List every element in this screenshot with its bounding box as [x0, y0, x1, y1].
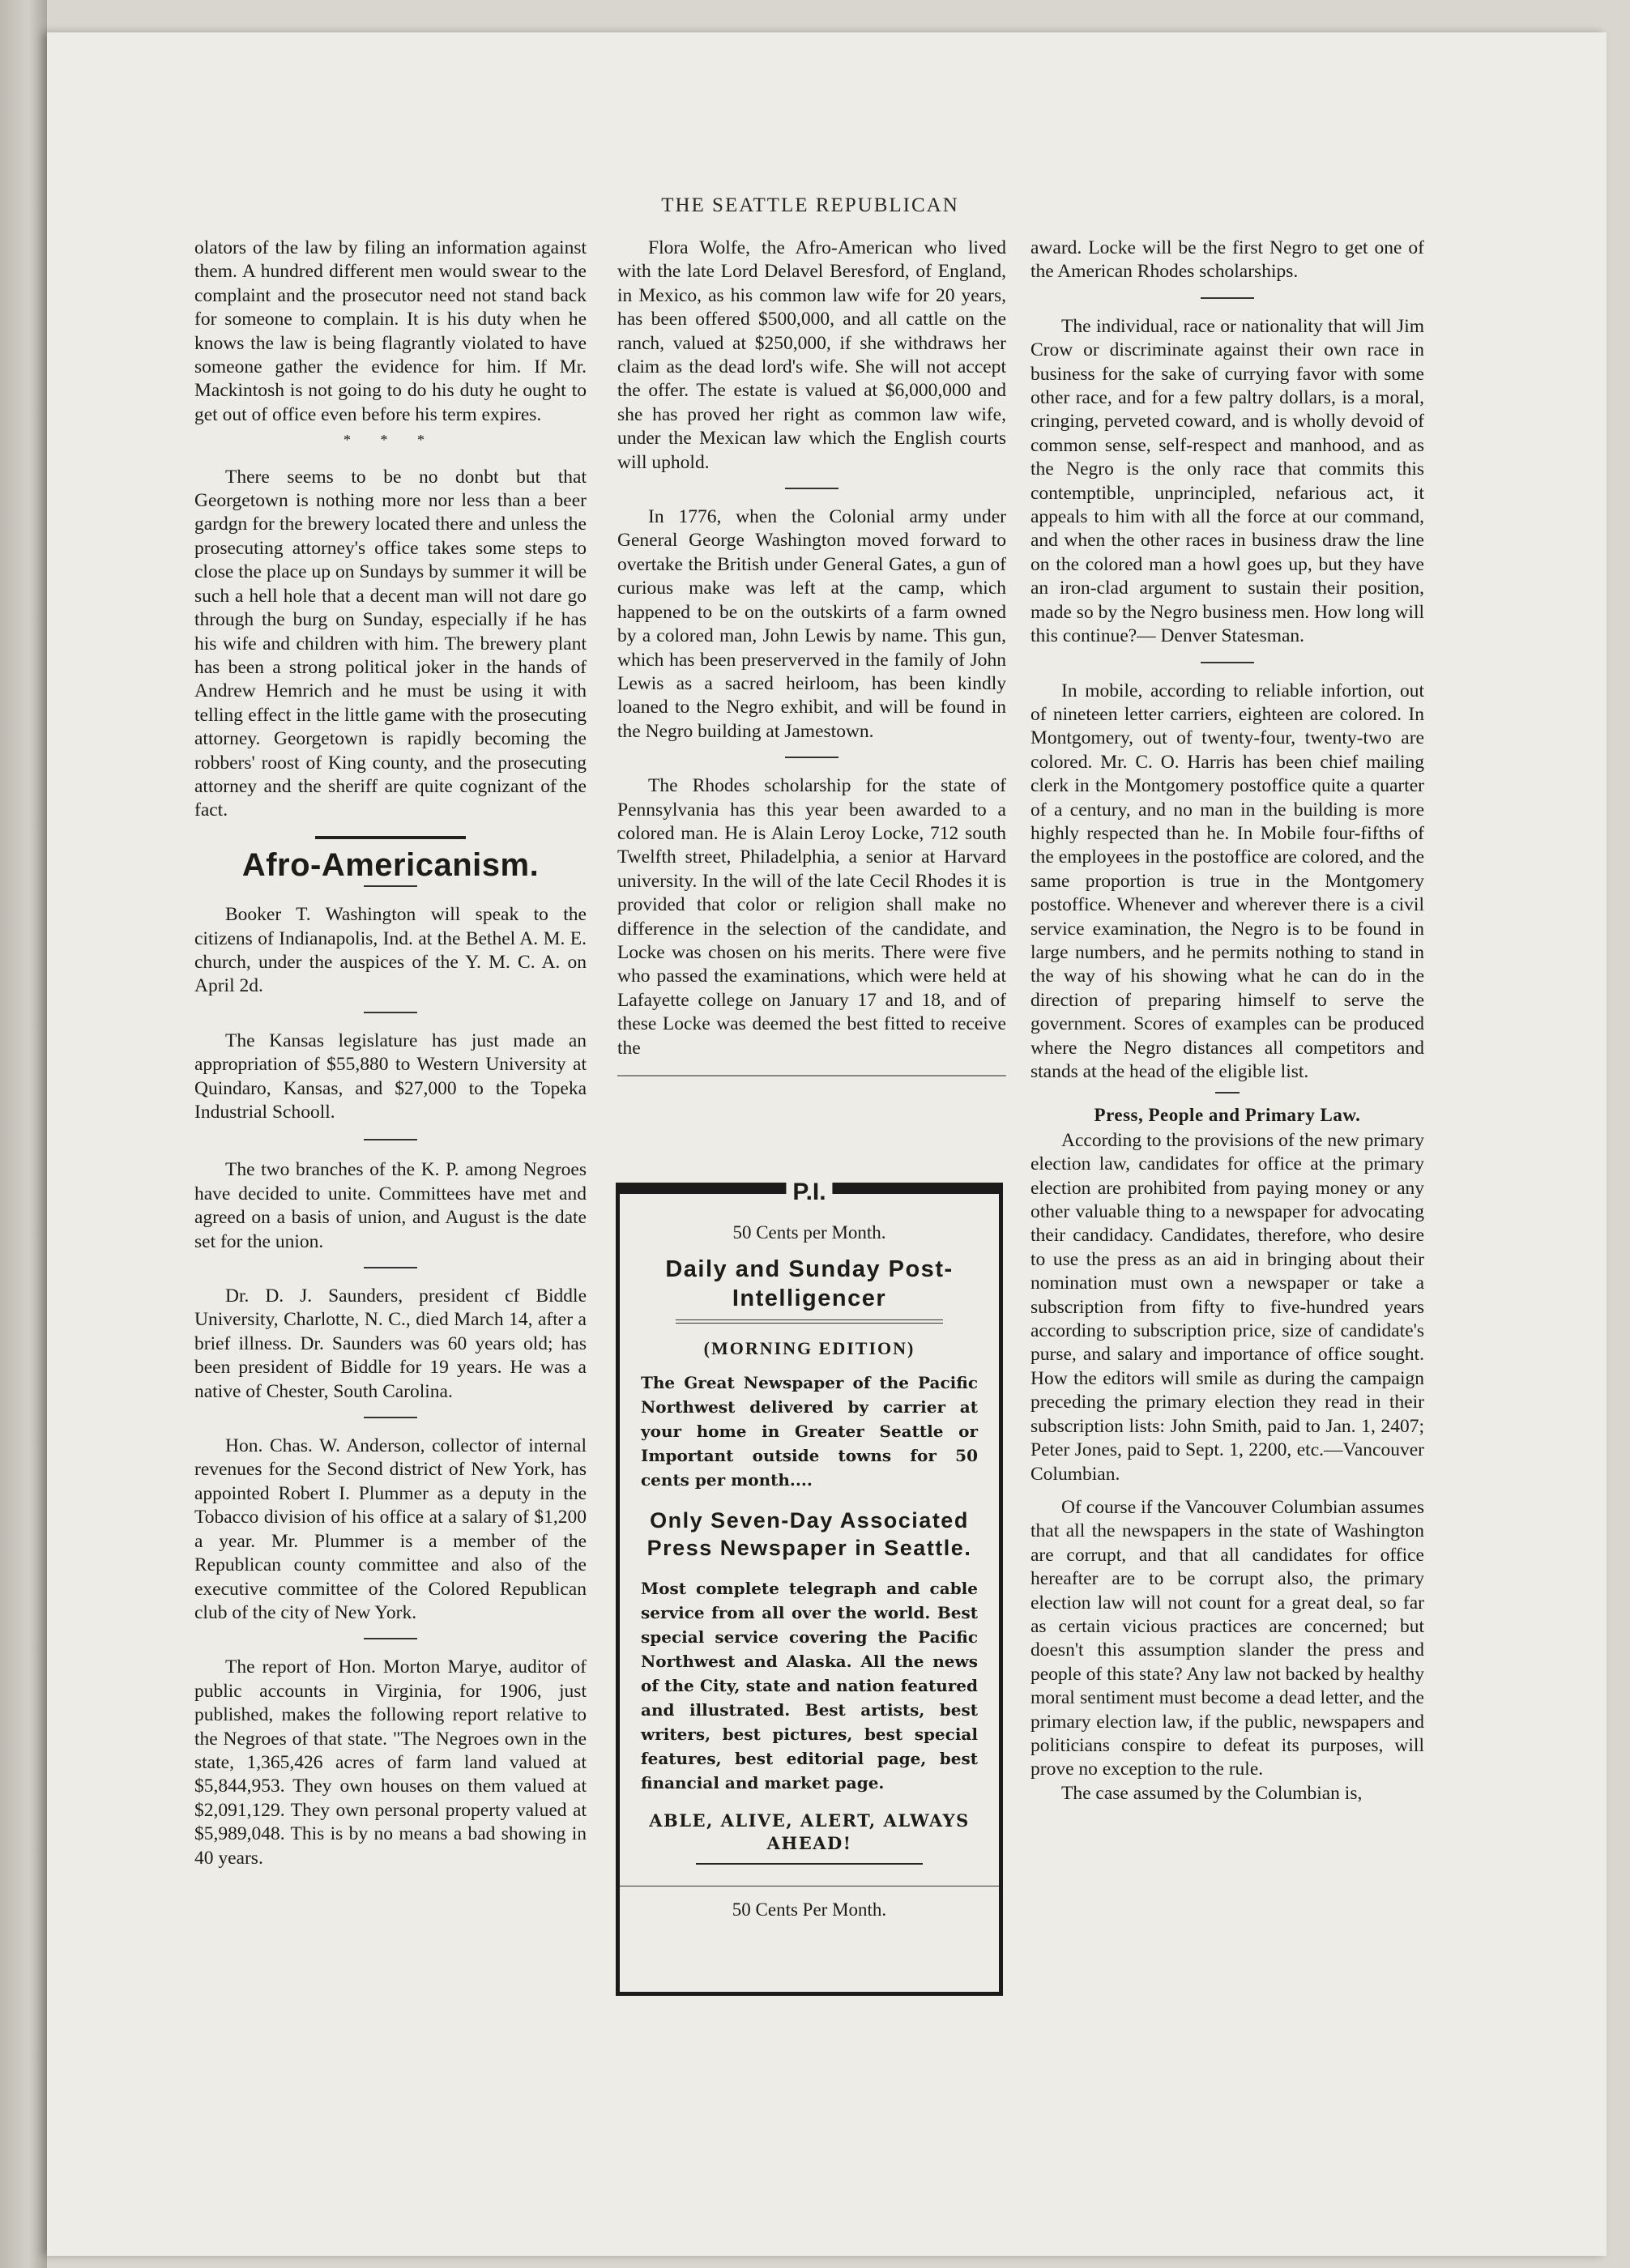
section-rule	[315, 836, 466, 839]
ad-double-rule	[676, 1319, 943, 1324]
separator	[1215, 1092, 1240, 1094]
ad-slogan: ABLE, ALIVE, ALERT, ALWAYS AHEAD!	[649, 1810, 970, 1853]
separator	[364, 1012, 417, 1013]
ad-badge: P.I.	[786, 1180, 832, 1204]
news-item: award. Locke will be the first Negro to get one of the American Rhodes scholarships.	[1030, 237, 1424, 283]
ad-body-text: Most complete telegraph and cable service from all over the world. Best special service covering the Pacific Northwest and Alaska. All the news of the City, state and nation featured and illustrated. Best artists, best writers, best pictures, best special features, best editorial page, best financial and market page.	[641, 1579, 978, 1793]
news-item: Booker T. Washington will speak to the citizens of Indianapolis, Ind. at the Bethel A. M. E. church, under the auspices of the Y. M. C. A. on April 2d.	[194, 904, 587, 997]
news-item: The individual, race or nationality that will Jim Crow or discriminate against their own race in business for the sake of currying favor with some other race, and for a few paltry dollars, is a moral, cringing, perveted coward, and is wholly devoid of common sense, self-respect and manhood, and as the Negro is the only race that commits this contemptible, unprincipled, nefarious act, it appeals to him with all the force at our command, and when the other races in business draw the line on the colored man a howl goes up, but they have an iron-clad argument to sustain their position, made so by the Negro business men. How long will this continue?— Denver Statesman.	[1030, 315, 1424, 647]
ad-price-bottom: 50 Cents Per Month.	[732, 1899, 887, 1920]
separator	[1201, 297, 1254, 299]
article-text: There seems to be no donbt but that Georgetown is nothing more nor less than a beer gardgn for the brewery located there and unless the prosecuting attorney's office takes some steps to close the place up on Sundays by summer it will be such a hell hole that a decent man will not dare go through the burg on Sunday, especially if he has his wife and children with him. The brewery plant has been a strong political joker in the hands of Andrew Hemrich and he must be using it with telling effect in the little game with the prosecuting attorney. Georgetown is rapidly becoming the robbers' roost of King county, and the prosecuting attorney and the sheriff are quite cognizant of the fact.	[194, 466, 587, 821]
ad-headline: Only Seven-Day Associated Press Newspaper in Seattle.	[646, 1508, 972, 1560]
news-item: In 1776, when the Colonial army under General George Washington moved forward to overtake the British under General Gates, a gun of curious make was left at the camp, which happened to be on the outskirts of a farm owned by a colored man, John Lewis by name. This gun, which has been preserverved in the family of John Lewis as a sacred heirloom, has been kindly loaned to the Negro exhibit, and will be found in the Negro building at Jamestown.	[617, 506, 1006, 742]
column-2	[617, 237, 1006, 1076]
news-item: The two branches of the K. P. among Negroes have decided to unite. Committees have met and agreed on a basis of union, and August is the date set for the union.	[194, 1159, 587, 1252]
ad-slogan-rule	[696, 1863, 923, 1865]
ad-body-text: The Great Newspaper of the Pacific Northwest delivered by carrier at your home in Greater Seattle or Important outside towns for 50 cents per month....	[641, 1373, 978, 1490]
section-title: Afro-Americanism.	[241, 846, 540, 883]
article-text: The case assumed by the Columbian is,	[1061, 1782, 1363, 1804]
news-item: The report of Hon. Morton Marye, auditor of public accounts in Virginia, for 1906, just published, makes the following report relative to the Negroes of that state. "The Negroes own in the state, 1,365,426 acres of farm land valued at $5,844,953. They own houses on them valued at $2,091,129. They own personal property valued at $5,989,048. This is by no means a bad showing in 40 years.	[194, 1656, 587, 1869]
pi-advertisement	[616, 1179, 1003, 1996]
news-item: The Kansas legislature has just made an appropriation of $55,880 to Western University at Quindaro, Kansas, and $27,000 to the Topeka Industrial Schooll.	[194, 1030, 587, 1123]
news-item: Hon. Chas. W. Anderson, collector of internal revenues for the Second district of New York, has appointed Robert I. Plummer as a deputy in the Tobacco division of his office at a salary of $1,200 a year. Mr. Plummer is a member of the Republican county committee and also of the executive committee of the Colored Republican club of the city of New York.	[194, 1435, 587, 1623]
news-item: Flora Wolfe, the Afro-American who lived with the late Lord Delavel Beresford, of England, in Mexico, as his common law wife for 20 years, has been offered $500,000, and all cattle on the ranch, valued at $250,000, if she withdraws her claim as the dead lord's wife. She will not accept the offer. The estate is valued at $6,000,000 and she has proved her right as common law wife, under the Mexican law which the English courts will uphold.	[617, 237, 1006, 473]
book-spine	[0, 0, 47, 2268]
separator	[1201, 662, 1254, 663]
article-text: olators of the law by filing an information against them. A hundred different men would swear to the complaint and the prosecutor need not stand back for someone to complain. It is his duty when he knows the law is being flagrantly violated to have someone gather the evidence for him. If Mr. Mackintosh is not going to do his duty he ought to get out of office even before his term expires.	[194, 237, 587, 425]
masthead: THE SEATTLE REPUBLICAN	[661, 194, 959, 216]
separator	[785, 757, 838, 758]
separator	[364, 1267, 417, 1268]
article-text: According to the provisions of the new primary election law, candidates for office at the primary election are prohibited from paying money or any other valuable thing to a newspaper for advocating their candidacy. Candidates, therefore, who desire to use the press as an aid in bringing about their nomination must own a newspaper or take a subscription from fifty to five-hundred years according to subscription price, size of candidate's purse, and salary and importance of office sought. How the editors will smile as during the campaign preceding the primary election they read in their subscription lists: John Smith, paid to Jan. 1, 2407; Peter Jones, paid to Sept. 1, 2200, etc.—Vancouver Columbian.	[1030, 1129, 1424, 1485]
separator	[364, 1139, 417, 1140]
ad-edition: (MORNING EDITION)	[703, 1338, 915, 1358]
article-text: Of course if the Vancouver Columbian assumes that all the newspapers in the state of Washington are corrupt, and that all candidates for office hereafter are to be corrupt also, the primary election law will not count for a great deal, so far as certain vicious practices are concerned; but doesn't this assumption slander the press and people of this state? Any law not backed by healthy moral sentiment must become a dead letter, and the primary election law, if the public, newspapers and politicians conspire to defeat its purposes, will prove no exception to the rule.	[1030, 1496, 1424, 1780]
section-stars: * * *	[343, 432, 437, 449]
column-3	[1030, 237, 1424, 1805]
separator	[785, 488, 838, 489]
news-item: In mobile, according to reliable infortion, out of nineteen letter carriers, eighteen are colored. In Montgomery, out of twenty-four, twenty-two are colored. Mr. C. O. Harris has been chief mailing clerk in the Montgomery postoffice quite a quarter of a century, and no man in the building is more highly respected than he. In Mobile four-fifths of the employees in the postoffice are colored, and the same proportion is true in the Montgomery postoffice. Whenever and wherever there is a civil service examination, the Negro is to be found in large numbers, and he permits nothing to stand in the way of his showing what he can do in the direction of preparing himself to serve the government. Scores of examples can be produced where the Negro distances all competitors and stands at the head of the eligible list.	[1030, 680, 1424, 1082]
column-1	[194, 237, 587, 1870]
column-end-rule	[617, 1075, 1006, 1076]
separator	[364, 1417, 417, 1418]
separator	[364, 1638, 417, 1639]
ad-title: Daily and Sunday Post-Intelligencer	[665, 1256, 954, 1311]
separator	[364, 885, 417, 887]
news-item: Dr. D. J. Saunders, president cf Biddle University, Charlotte, N. C., died March 14, after a brief illness. Dr. Saunders was 60 years old; has been president of Biddle for 19 years. He was a native of Chester, South Carolina.	[194, 1285, 587, 1402]
article-subhead: Press, People and Primary Law.	[1094, 1105, 1361, 1126]
news-item: The Rhodes scholarship for the state of Pennsylvania has this year been awarded to a colored man. He is Alain Leroy Locke, 712 south Twelfth street, Philadelphia, a senior at Harvard university. In the will of the late Cecil Rhodes it is provided that color or religion shall make no difference in the selection of the candidate, and Locke was chosen on his merits. There were five who passed the examinations, which were held at Lafayette college on January 17 and 18, and of these Locke was deemed the best fitted to receive the	[617, 775, 1006, 1059]
ad-price-top: 50 Cents per Month.	[732, 1222, 886, 1243]
